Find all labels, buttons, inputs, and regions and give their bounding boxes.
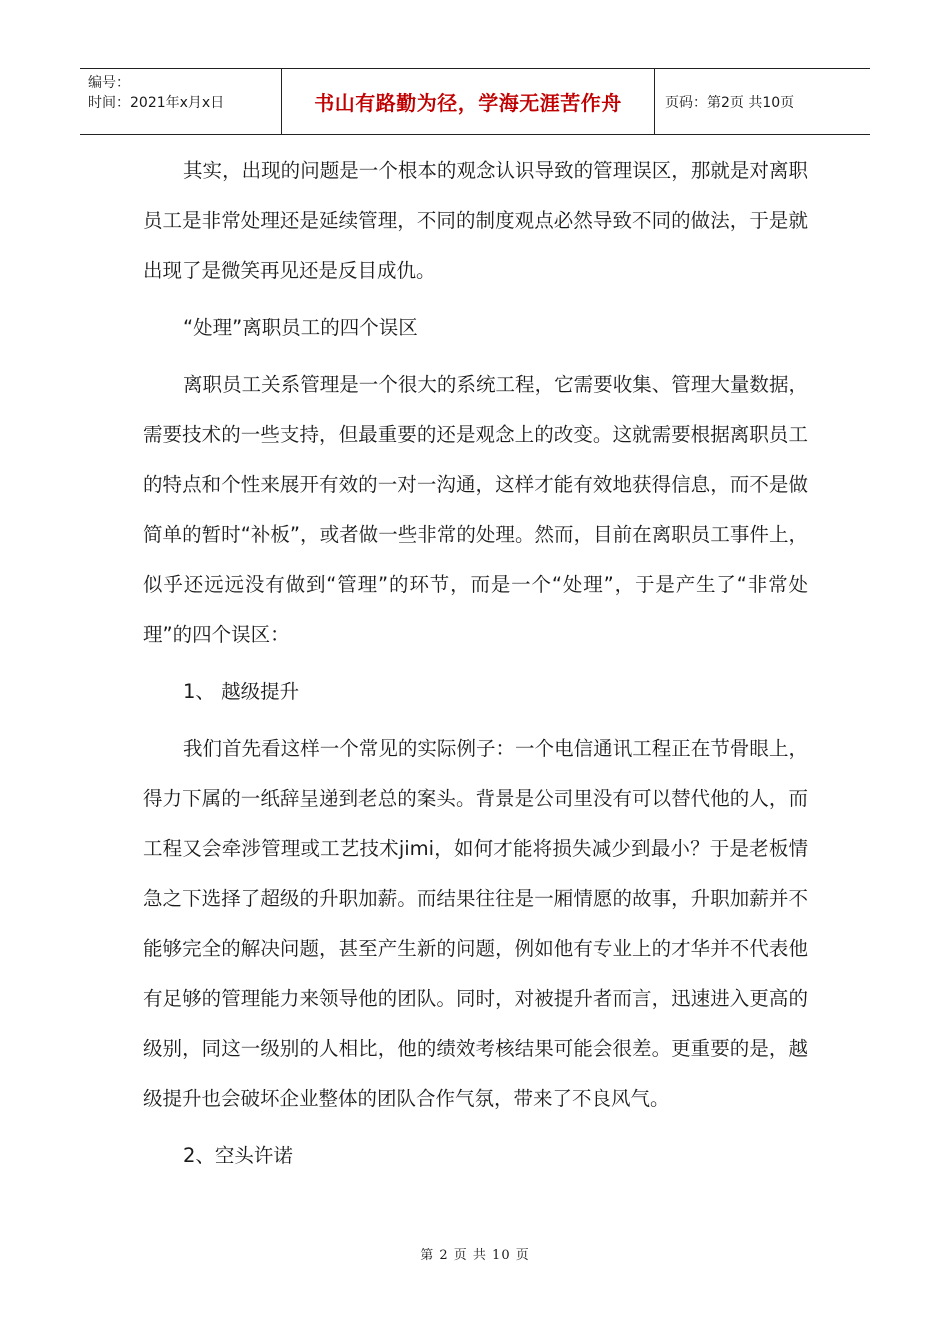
paragraph: 离职员工关系管理是一个很大的系统工程，它需要收集、管理大量数据，需要技术的一些支持，但最重要的还是观念上的改变。这就需要根据离职员工的特点和个性来展开有效的一对一沟通，这样才能有效地获得信息，而不是做简单的暂时“补板”，或者做一些非常的处理。然而，目前在离职员工事件上，似乎还远远没有做到“管理”的环节，而是一个“处理”，于是产生了“非常处理”的四个误区： (143, 373, 808, 646)
number-label: 编号： (88, 75, 130, 91)
section-heading: “处理”离职员工的四个误区 (183, 316, 418, 339)
document-body (143, 146, 808, 1181)
header-motto: 书山有路勤为径，学海无涯苦作舟 (282, 69, 655, 134)
list-heading: 1、 越级提升 (183, 680, 300, 703)
paragraph: 其实，出现的问题是一个根本的观念认识导致的管理误区，那就是对离职员工是非常处理还是延续管理，不同的制度观点必然导致不同的做法，于是就出现了是微笑再见还是反目成仇。 (143, 159, 808, 282)
header-page-info: 页码：第2页 共10页 (665, 94, 795, 111)
page-header (80, 68, 870, 135)
paragraph: 我们首先看这样一个常见的实际例子：一个电信通讯工程正在节骨眼上，得力下属的一纸辞呈递到老总的案头。背景是公司里没有可以替代他的人，而工程又会牵涉管理或工艺技术jimi，如何才能将损失减少到最小？于是老板情急之下选择了超级的升职加薪。而结果往往是一厢情愿的故事，升职加薪并不能够完全的解决问题，甚至产生新的问题，例如他有专业上的才华并不代表他有足够的管理能力来领导他的团队。同时，对被提升者而言，迅速进入更高的级别，同这一级别的人相比，他的绩效考核结果可能会很差。更重要的是，越级提升也会破坏企业整体的团队合作气氛，带来了不良风气。 (143, 737, 808, 1110)
list-heading: 2、空头许诺 (183, 1144, 293, 1167)
page-footer: 第 2 页 共 10 页 (420, 1248, 530, 1263)
time-label: 时间：2021年x月x日 (88, 95, 225, 111)
header-meta (80, 69, 282, 134)
